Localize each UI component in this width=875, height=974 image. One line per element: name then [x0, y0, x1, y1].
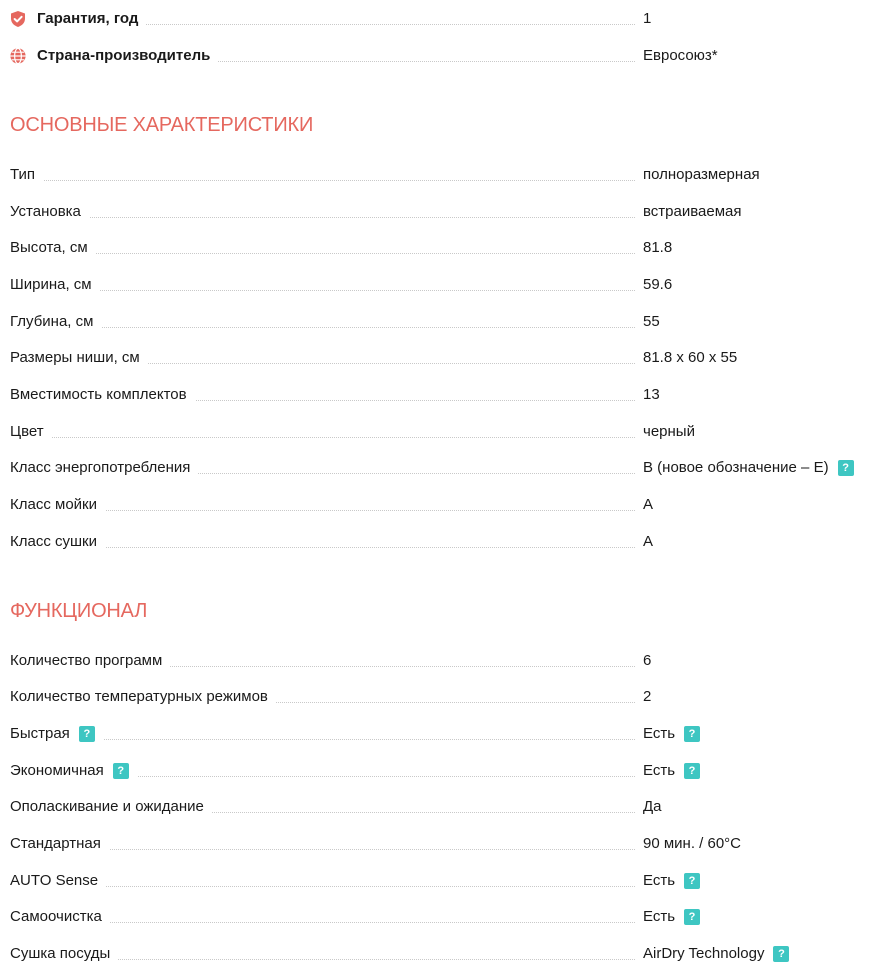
spec-label-text: Вместимость комплектов	[10, 386, 187, 403]
spec-value-text: Евросоюз*	[643, 47, 718, 64]
spec-label-text: AUTO Sense	[10, 872, 99, 889]
spec-value	[643, 797, 662, 817]
spec-label-text: Тип	[10, 166, 36, 183]
spec-label	[10, 385, 195, 405]
spec-label-text: Класс мойки	[10, 496, 97, 513]
dotted-leader	[10, 437, 635, 438]
spec-label-text: Ополаскивание и ожидание	[10, 798, 204, 815]
spec-label	[10, 458, 198, 478]
spec-row	[10, 348, 865, 374]
spec-value-text: Есть	[643, 725, 676, 742]
spec-label	[10, 724, 103, 744]
spec-value-text: A	[643, 533, 654, 550]
spec-value-text: 81.8 x 60 x 55	[643, 349, 738, 366]
spec-label	[10, 422, 52, 442]
spec-row	[10, 687, 865, 713]
spec-label-text: Размеры ниши, см	[10, 349, 140, 366]
spec-row	[10, 834, 865, 860]
spec-value	[643, 458, 854, 478]
spec-label	[10, 944, 118, 964]
spec-row	[10, 797, 865, 823]
spec-label-text: Стандартная	[10, 835, 101, 852]
help-icon[interactable]: ?	[79, 726, 95, 742]
spec-row-warranty	[10, 9, 865, 35]
spec-value-text: 81.8	[643, 239, 673, 256]
spec-label	[10, 165, 43, 185]
spec-row	[10, 871, 865, 897]
spec-label	[10, 532, 105, 552]
spec-label	[10, 312, 101, 332]
spec-label	[10, 687, 276, 707]
dotted-leader	[10, 739, 635, 740]
section-title-main: ОСНОВНЫЕ ХАРАКТЕРИСТИКИ	[10, 114, 314, 136]
spec-row	[10, 944, 865, 970]
spec-label-text: Быстрая	[10, 725, 70, 742]
help-icon[interactable]: ?	[113, 763, 129, 779]
spec-value-text: 1	[643, 10, 652, 27]
help-icon[interactable]: ?	[838, 460, 854, 476]
spec-label-text: Глубина, см	[10, 313, 94, 330]
spec-value-text: полноразмерная	[643, 166, 760, 183]
spec-row	[10, 651, 865, 677]
spec-label	[10, 495, 105, 515]
spec-label	[10, 761, 137, 781]
spec-label-text: Цвет	[10, 423, 44, 440]
spec-label-text: Гарантия, год	[37, 10, 139, 27]
spec-value-text: 6	[643, 652, 652, 669]
spec-row	[10, 385, 865, 411]
spec-value	[643, 834, 741, 854]
spec-label	[10, 797, 212, 817]
globe-icon	[9, 47, 27, 65]
spec-label	[10, 275, 100, 295]
help-icon[interactable]: ?	[684, 726, 700, 742]
spec-label-text: Высота, см	[10, 239, 88, 256]
spec-label-text: Сушка посуды	[10, 945, 111, 962]
spec-value	[643, 238, 672, 258]
spec-value-text: Есть	[643, 908, 676, 925]
spec-label	[10, 651, 170, 671]
spec-label	[10, 202, 89, 222]
spec-row	[10, 238, 865, 264]
dotted-leader	[10, 253, 635, 254]
spec-value	[643, 907, 700, 927]
spec-value	[643, 46, 718, 66]
spec-value-text: черный	[643, 423, 695, 440]
dotted-leader	[10, 217, 635, 218]
spec-label-text: Страна-производитель	[37, 47, 211, 64]
spec-value	[643, 385, 660, 405]
spec-row	[10, 532, 865, 558]
spec-value-text: 13	[643, 386, 660, 403]
spec-label-text: Самоочистка	[10, 908, 102, 925]
spec-value	[643, 165, 760, 185]
spec-value	[643, 761, 700, 781]
spec-label	[10, 907, 110, 927]
spec-value	[643, 275, 672, 295]
spec-value-text: 2	[643, 688, 652, 705]
spec-label-text: Класс сушки	[10, 533, 97, 550]
spec-value	[643, 348, 737, 368]
spec-value	[643, 202, 742, 222]
spec-value	[643, 944, 789, 964]
spec-label	[10, 871, 106, 891]
spec-label-text: Установка	[10, 203, 81, 220]
spec-row	[10, 275, 865, 301]
spec-value	[643, 871, 700, 891]
spec-row	[10, 312, 865, 338]
spec-label-text: Количество температурных режимов	[10, 688, 268, 705]
spec-value	[643, 422, 695, 442]
spec-value	[643, 495, 653, 515]
spec-row	[10, 761, 865, 787]
spec-row	[10, 202, 865, 228]
spec-value-text: встраиваемая	[643, 203, 742, 220]
spec-row	[10, 907, 865, 933]
spec-row	[10, 422, 865, 448]
spec-value-text: 55	[643, 313, 660, 330]
spec-label	[10, 834, 109, 854]
spec-label-text: Количество программ	[10, 652, 163, 669]
spec-value-text: B (новое обозначение – E)	[643, 459, 829, 476]
help-icon[interactable]: ?	[684, 909, 700, 925]
spec-value	[643, 687, 651, 707]
spec-row-country	[10, 46, 865, 72]
help-icon[interactable]: ?	[773, 946, 789, 962]
spec-row	[10, 724, 865, 750]
section-title-func: ФУНКЦИОНАЛ	[10, 600, 148, 622]
spec-row	[10, 458, 865, 484]
spec-value	[643, 9, 651, 29]
dotted-leader	[10, 180, 635, 181]
spec-value-text: Да	[643, 798, 662, 815]
help-icon[interactable]: ?	[684, 763, 700, 779]
spec-value-text: A	[643, 496, 654, 513]
spec-value-text: Есть	[643, 762, 676, 779]
spec-value	[643, 532, 653, 552]
shield-check-icon	[9, 10, 27, 28]
spec-value	[643, 724, 700, 744]
spec-value	[643, 651, 651, 671]
dotted-leader	[10, 290, 635, 291]
spec-value-text: Есть	[643, 872, 676, 889]
dotted-leader	[10, 327, 635, 328]
spec-label	[10, 238, 96, 258]
spec-label-text: Ширина, см	[10, 276, 92, 293]
spec-label	[10, 348, 148, 368]
spec-value-text: 90 мин. / 60°C	[643, 835, 742, 852]
spec-label	[10, 9, 146, 29]
spec-value	[643, 312, 660, 332]
spec-label-text: Класс энергопотребления	[10, 459, 191, 476]
spec-row	[10, 165, 865, 191]
spec-label	[10, 46, 218, 66]
spec-label-text: Экономичная	[10, 762, 104, 779]
spec-value-text: AirDry Technology	[643, 945, 765, 962]
spec-value-text: 59.6	[643, 276, 673, 293]
spec-row	[10, 495, 865, 521]
help-icon[interactable]: ?	[684, 873, 700, 889]
